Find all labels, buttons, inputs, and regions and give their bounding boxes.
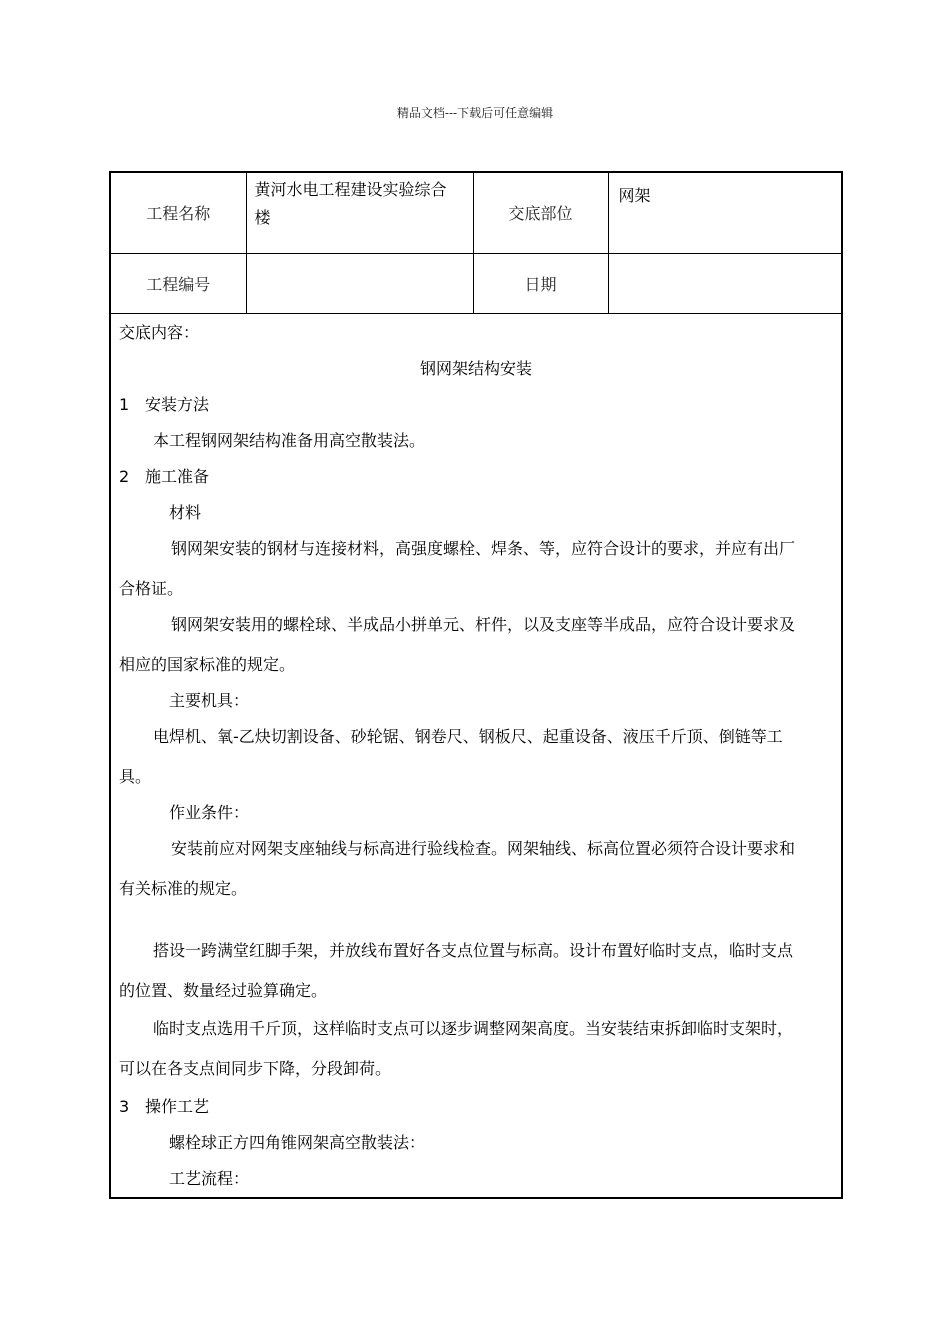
header-note: 精品文档---下载后可任意编辑 [396, 106, 554, 120]
materials-p1-line2: 合格证。 [119, 579, 184, 598]
handover-part-value: 网架 [608, 173, 841, 253]
section-2-title: 施工准备 [145, 467, 210, 486]
project-name-value [246, 173, 473, 253]
condition-1-line2: 有关标准的规定。 [119, 879, 248, 898]
project-name-value-line2: 楼 [254, 208, 271, 227]
materials-p2-line2: 相应的国家标准的规定。 [119, 655, 296, 674]
section-3-heading [119, 1094, 209, 1117]
condition-1-line1: 安装前应对网架支座轴线与标高进行验线检查。网架轴线、标高位置必须符合设计要求和 [171, 839, 796, 858]
project-number-value [246, 253, 473, 313]
info-row-1 [111, 173, 841, 253]
section-1-heading [119, 392, 209, 415]
materials-heading: 材料 [169, 503, 202, 522]
materials-p2-line1: 钢网架安装用的螺栓球、半成品小拼单元、杆件，以及支座等半成品，应符合设计要求及 [171, 615, 796, 634]
date-value [608, 253, 841, 313]
date-label: 日期 [473, 253, 608, 313]
section-2-heading [119, 464, 209, 487]
process-flow-heading: 工艺流程： [169, 1169, 250, 1188]
section-3-title: 操作工艺 [145, 1097, 210, 1116]
info-row-2 [111, 253, 841, 313]
section-1-paragraph: 本工程钢网架结构准备用高空散装法。 [153, 431, 426, 450]
tools-line2: 具。 [119, 767, 152, 786]
project-number-label: 工程编号 [111, 253, 246, 313]
tools-heading: 主要机具： [169, 691, 250, 710]
section-3-paragraph: 螺栓球正方四角锥网架高空散装法： [169, 1133, 426, 1152]
project-name-label: 工程名称 [111, 173, 246, 253]
condition-3-line2: 可以在各支点间同步下降，分段卸荷。 [119, 1059, 392, 1078]
section-2-number: 2 [119, 467, 130, 486]
content-title: 钢网架结构安装 [419, 359, 532, 378]
project-name-value-line1: 黄河水电工程建设实验综合 [254, 180, 447, 199]
handover-part-label: 交底部位 [473, 173, 608, 253]
section-1-number: 1 [119, 395, 130, 414]
section-3-number: 3 [119, 1097, 130, 1116]
tools-line1: 电焊机、氧-乙炔切割设备、砂轮锯、钢卷尺、钢板尺、起重设备、液压千斤顶、倒链等工 [153, 727, 783, 746]
condition-3-line1: 临时支点选用千斤顶，这样临时支点可以逐步调整网架高度。当安装结束拆卸临时支架时， [153, 1019, 794, 1038]
condition-2-line2: 的位置、数量经过验算确定。 [119, 981, 328, 1000]
condition-2-line1: 搭设一跨满堂红脚手架，并放线布置好各支点位置与标高。设计布置好临时支点，临时支点 [153, 941, 794, 960]
handover-sheet [109, 171, 843, 1199]
section-1-title: 安装方法 [145, 395, 210, 414]
info-table [111, 173, 841, 314]
conditions-heading: 作业条件： [169, 803, 250, 822]
section-label: 交底内容： [119, 323, 200, 342]
materials-p1-line1: 钢网架安装的钢材与连接材料，高强度螺栓、焊条、等，应符合设计的要求，并应有出厂 [171, 539, 796, 558]
